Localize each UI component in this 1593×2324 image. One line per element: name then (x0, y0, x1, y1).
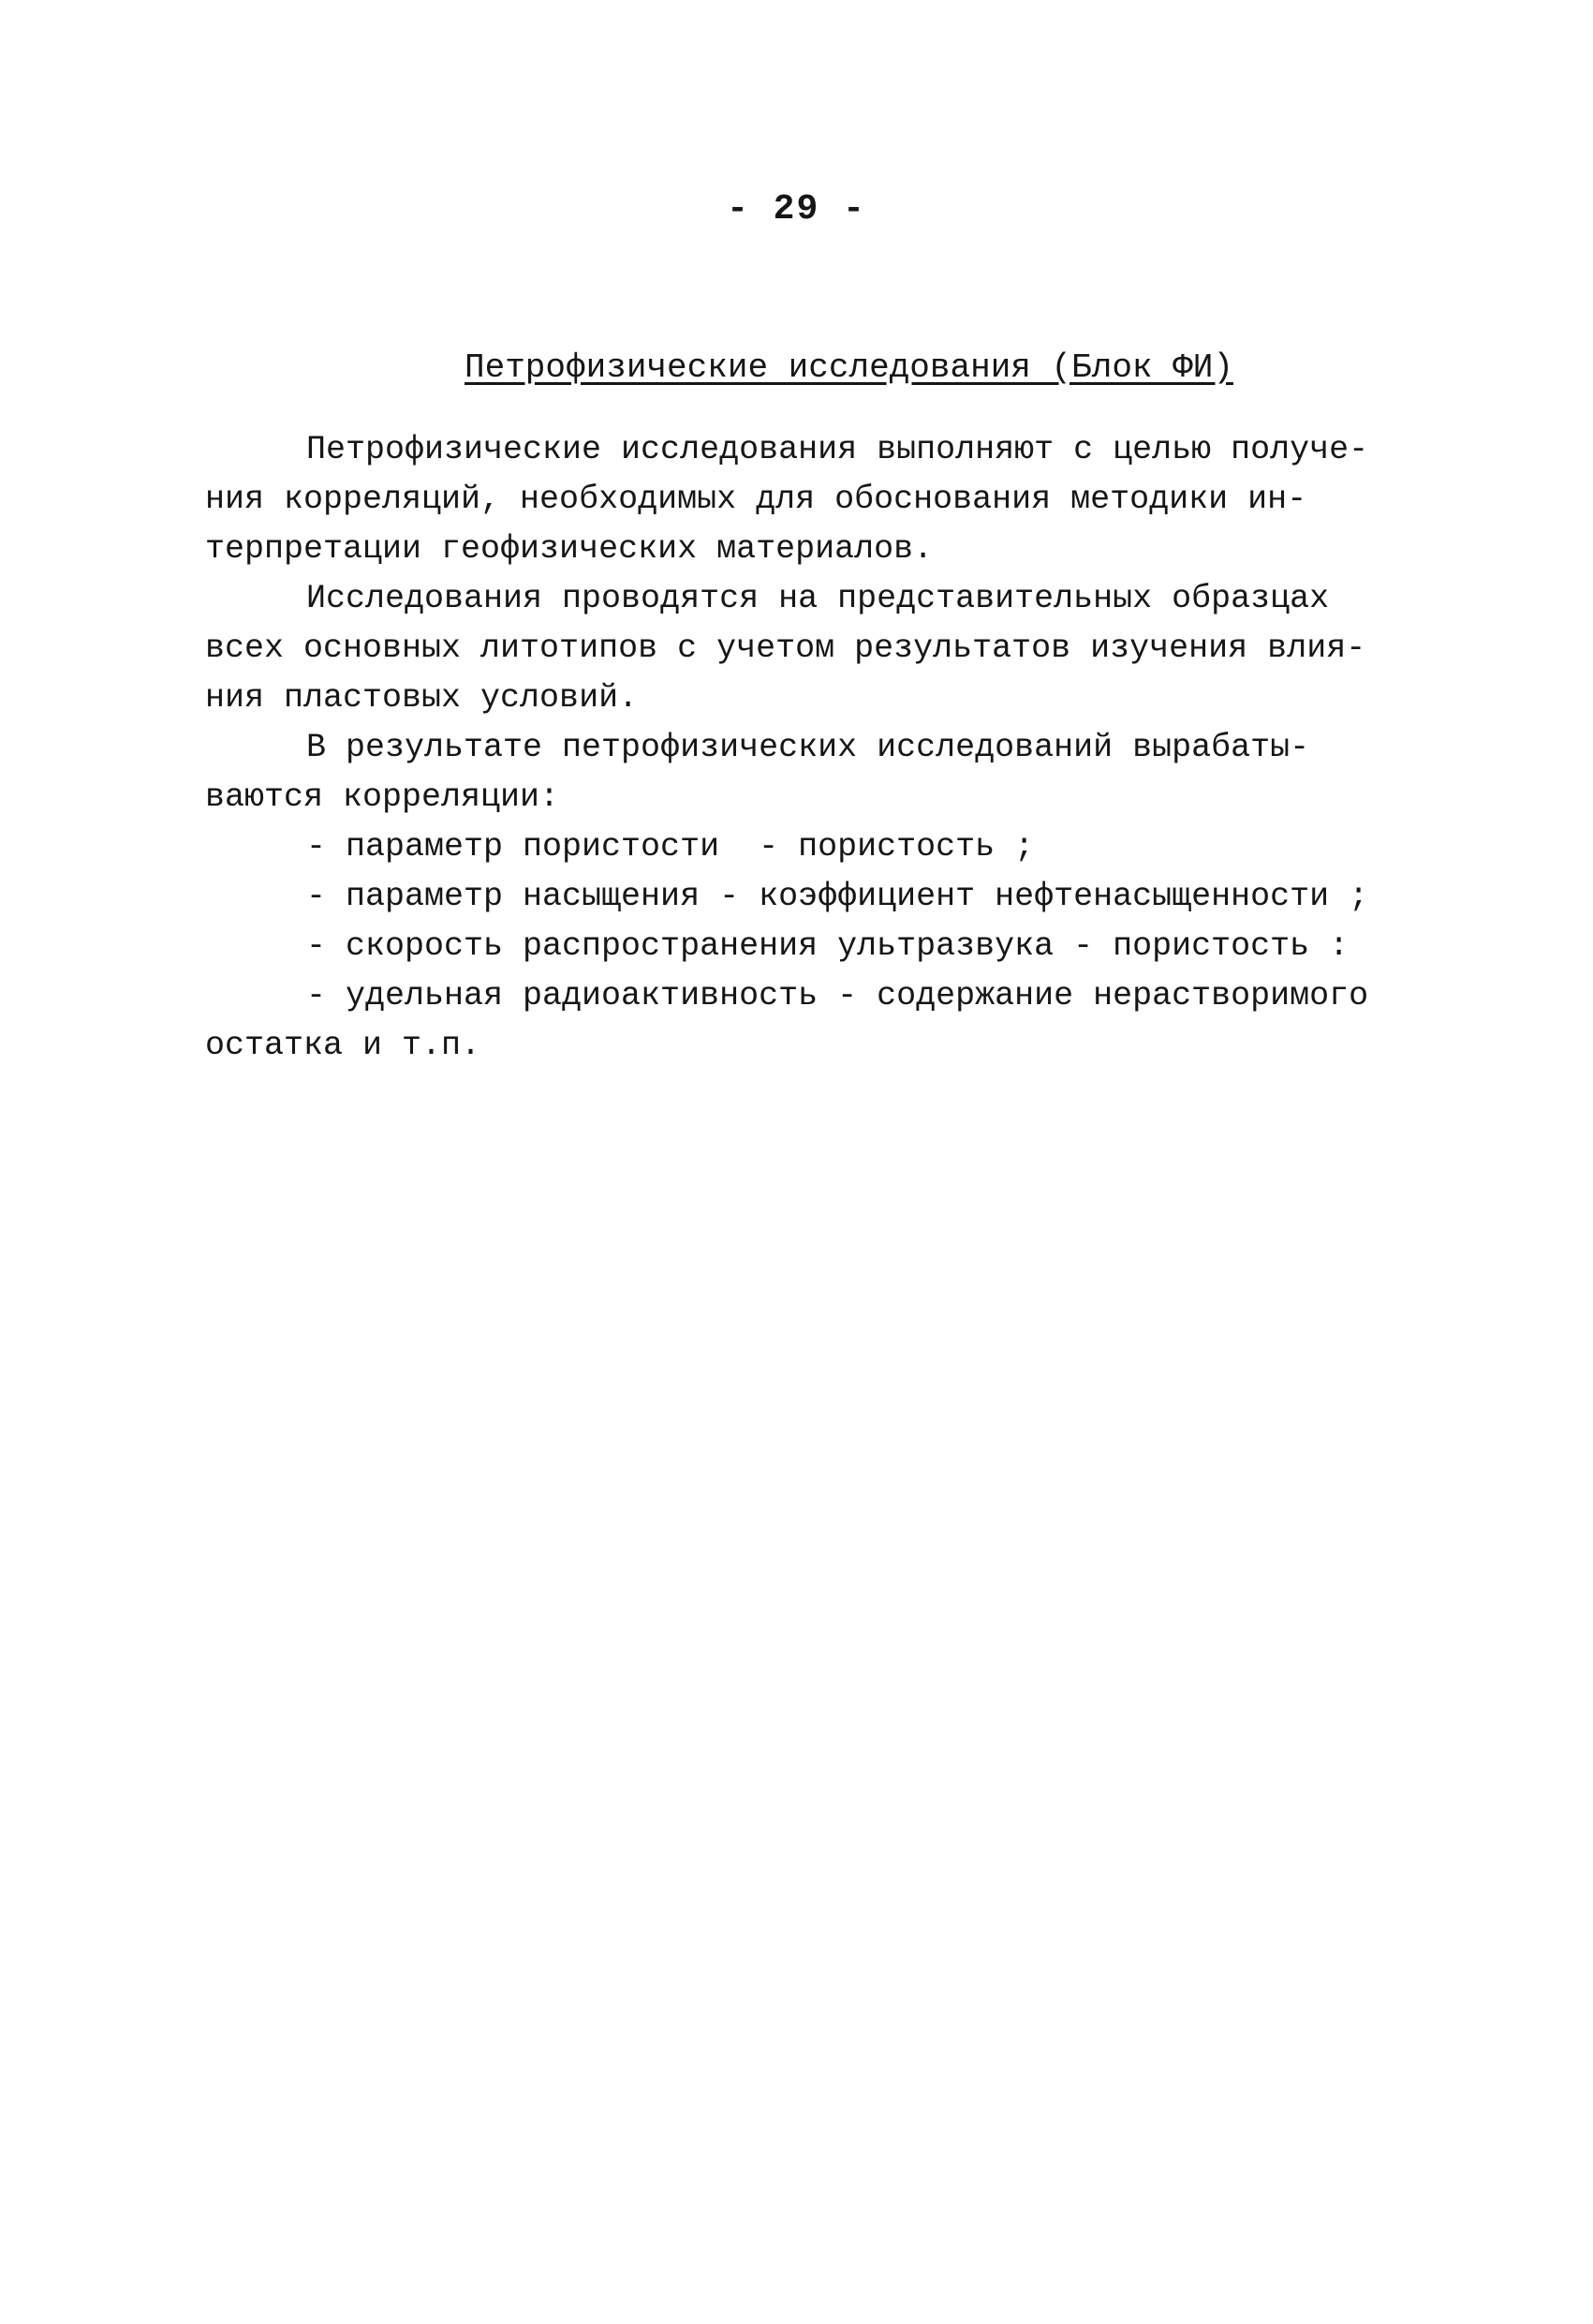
paragraph-3-line-2: ваются корреляции: (205, 778, 560, 816)
list-item-3: - скорость распространения ультразвука - пористость : (306, 927, 1350, 965)
paragraph-2-line-3: ния пластовых условий. (205, 679, 639, 717)
paragraph-3-line-1: В результате петрофизических исследований вырабаты- (306, 729, 1310, 766)
paragraph-1-line-2: ния корреляций, необходимых для обоснования методики ин- (205, 481, 1307, 518)
list-item-4-line-1: - удельная радиоактивность - содержание нерастворимого (306, 977, 1369, 1014)
paragraph-2-line-1: Исследования проводятся на представительных образцах (306, 580, 1330, 617)
paragraph-1-line-3: терпретации геофизических материалов. (205, 530, 934, 568)
section-heading: Петрофизические исследования (Блок ФИ) (465, 348, 1233, 387)
page-number: - 29 - (727, 189, 866, 229)
body-text (205, 425, 1423, 1071)
paragraph-1-line-1: Петрофизические исследования выполняют с целью получе- (306, 431, 1369, 468)
list-item-1: - параметр пористости - пористость ; (306, 828, 1035, 866)
list-item-2: - параметр насыщения - коэффициент нефтенасыщенности ; (306, 878, 1369, 915)
paragraph-2-line-2: всех основных литотипов с учетом результатов изучения влия- (205, 629, 1366, 667)
list-item-4-line-2: остатка и т.п. (205, 1027, 481, 1064)
